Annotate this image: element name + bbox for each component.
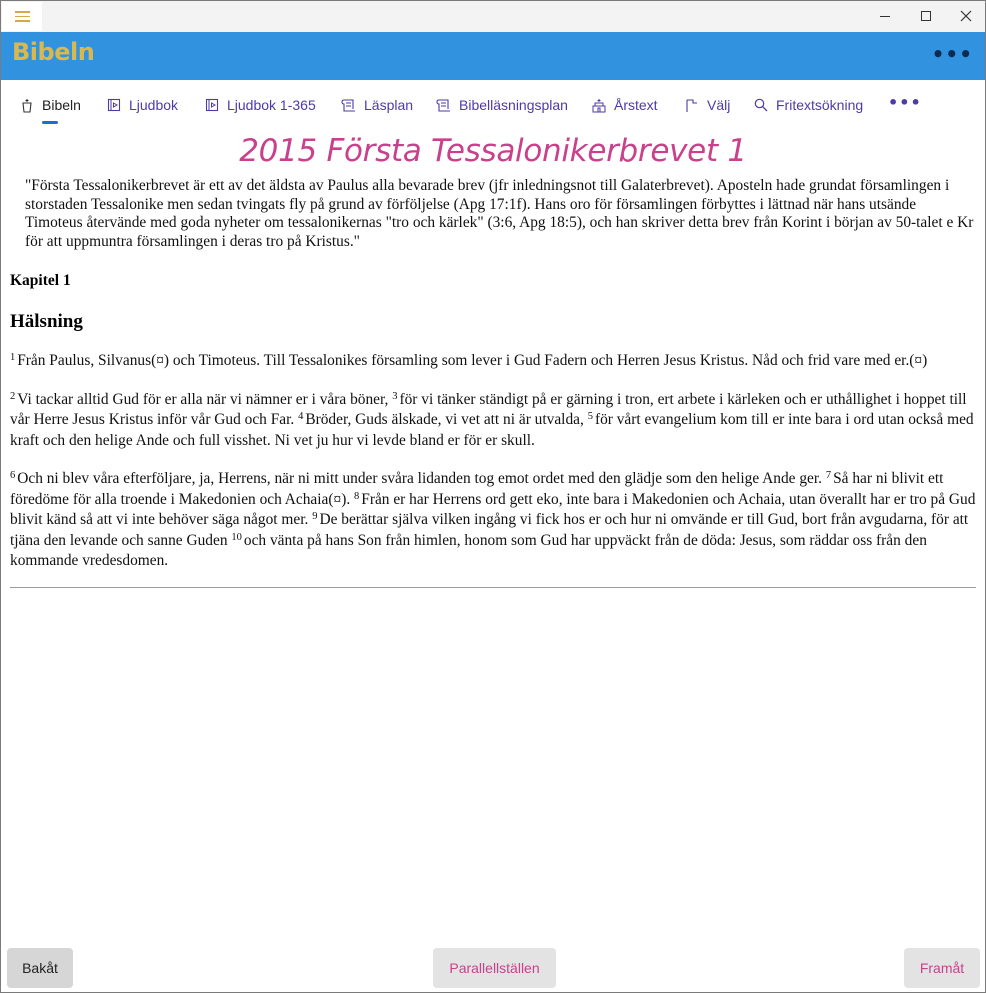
tab-label: Bibelläsningsplan [459,97,568,113]
verse-number: 9 [312,511,318,522]
forward-button[interactable]: Framåt [904,948,980,988]
tabs-more-button[interactable]: ••• [888,93,922,112]
tab-label: Fritextsökning [776,97,864,113]
search-icon [753,97,769,113]
verse-text: för vårt evangelium kom till er inte bara i ord utan också med kraft och den helige Ande och full visshet. Ni vet ju hur vi levde bland er för er skull. [10,411,974,449]
chapter-heading: Kapitel 1 [10,272,71,289]
verse-text: för vi tänker ständigt på er gärning i tron, ert arbete i kärleken och er uthållighet i hoppet till vår Herre Jesus Kristus inför vår Gud och Far. [10,390,967,428]
app-header [1,32,985,80]
maximize-icon [921,11,931,21]
audiobook-icon [204,97,220,113]
tab-ljudbok-1-365[interactable] [204,94,316,116]
verse-text: och vänta på hans Son från himlen, honom som Gud har uppväckt från de döda: Jesus, som räddar oss från den kommande vredesdomen. [10,531,927,569]
tab-label: Ljudbok [129,97,179,113]
parallel-passages-button[interactable]: Parallellställen [433,948,556,988]
audiobook-icon [106,97,122,113]
verse-text: De berättar själva vilken ingång vi fick hos er och hur ni omvände er till Gud, bort från avgudarna, för att tjäna den levande och sanne Guden [10,511,969,549]
minimize-icon [880,16,890,17]
chapter-content [10,131,976,588]
tab-fritextsokning[interactable] [753,94,863,116]
reading-plan-icon [341,97,357,113]
verse-number: 5 [587,411,593,422]
verse-text: Så har ni blivit ett föredöme för alla troende i Makedonien och Achaia(¤). [10,470,944,508]
hamburger-menu-button[interactable] [2,2,42,31]
section-heading: Hälsning [10,311,83,332]
tab-label: Årstext [614,97,658,113]
verse-text: Och ni blev våra efterföljare, ja, Herrens, när ni mitt under svåra lidanden tog emot ordet med den glädje som den helige Ande ger. [17,470,822,487]
verse-paragraph [10,351,976,372]
verse-text: Från Paulus, Silvanus(¤) och Timoteus. Till Tessalonikes församling som lever i Gud Fadern och Herren Jesus Kristus. Nåd och frid vare med er.(¤) [17,352,928,369]
choose-icon [684,97,700,113]
tab-ljudbok[interactable] [106,94,178,116]
active-tab-indicator [42,121,58,124]
tab-label: Läsplan [364,97,414,113]
tab-bibellasningsplan[interactable] [436,94,568,116]
close-button[interactable] [946,1,986,31]
tab-bar [1,80,985,128]
book-introduction: "Första Tessalonikerbrevet är ett av det äldsta av Paulus alla bevarade brev (jfr inledningsnot till Galaterbrevet). Aposteln hade grundat församlingen i storstaden Tessalonike men sedan tvingats fly på grund av förföljelse (Apg 17:1f). Hans oro för församlingen förbyttes i lättnad när hans utsände Timoteus återvände med goda nyheter om tessalonikernas "tro och kärlek" (3:6, Apg 18:5), och han skriver detta brev från Korint i början av 50-talet e Kr för att uppmuntra församlingen i deras tro på Kristus." [25,177,974,250]
verse-number: 7 [825,470,832,481]
title-bar [1,1,985,32]
verse-number: 4 [298,411,304,422]
tab-arstext[interactable] [591,94,658,116]
reading-plan-icon [436,97,452,113]
year-text-icon [591,97,607,113]
verse-paragraph [10,469,976,572]
tab-valj[interactable] [684,94,730,116]
bible-icon [19,97,35,113]
hamburger-icon [15,11,30,13]
verse-text: Vi tackar alltid Gud för er alla när vi nämner er i våra böner, [17,390,389,408]
verse-number: 6 [10,470,16,481]
minimize-button[interactable] [865,1,905,31]
verse-number: 2 [10,390,16,402]
tab-label: Bibeln [42,97,81,113]
tab-lasplan[interactable] [341,94,413,116]
verses [10,351,976,572]
app-title: Bibeln [12,38,95,66]
verse-number: 8 [354,490,360,502]
app-more-button[interactable]: ••• [931,42,973,66]
close-icon [960,10,972,22]
divider [10,587,976,588]
verse-number: 3 [392,390,398,402]
back-button[interactable]: Bakåt [7,948,73,988]
verse-text: Från er har Herrens ord gett eko, inte bara i Makedonien och Achaia, utan överallt har er tro på Gud blivit känd så att vi inte behöver säga något mer. [10,490,976,528]
verse-paragraph [10,390,976,452]
verse-number: 1 [10,352,16,363]
tab-label: Ljudbok 1-365 [227,97,316,113]
tab-bibeln[interactable] [19,94,81,116]
page-title: 2015 Första Tessalonikerbrevet 1 [239,133,747,169]
verse-text: Bröder, Guds älskade, vi vet att ni är utvalda, [305,411,584,428]
maximize-button[interactable] [906,1,946,31]
verse-number: 10 [231,531,242,543]
tab-label: Välj [707,97,731,113]
